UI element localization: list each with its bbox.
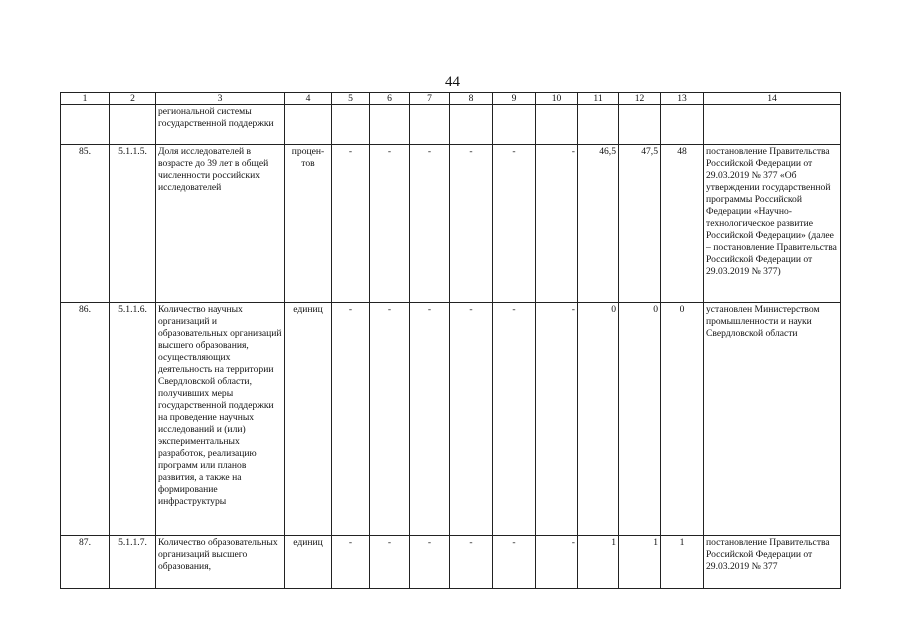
header-cell: 1 bbox=[61, 93, 110, 105]
value-col-10: - bbox=[536, 303, 578, 536]
value-col-5: - bbox=[332, 303, 370, 536]
value-col-9: - bbox=[493, 536, 536, 589]
table-cell bbox=[493, 105, 536, 145]
value-col-5: - bbox=[332, 145, 370, 303]
table-row bbox=[61, 303, 841, 536]
table-cell bbox=[578, 105, 619, 145]
header-row bbox=[61, 93, 841, 105]
table-cell bbox=[370, 105, 410, 145]
header-cell: 4 bbox=[285, 93, 332, 105]
value-col-8: - bbox=[450, 536, 493, 589]
value-col-9: - bbox=[493, 303, 536, 536]
indicator-name: Количество научных организаций и образовательных организаций высшего образования, осуществляющих деятельность на территории Свердловской области, получивших меры государственной поддержки на проведение научных исследований и (или) экспериментальных разработок, реализацию программ или планов развития, а также на формирование инфраструктуры bbox=[156, 303, 285, 536]
value-col-10: - bbox=[536, 145, 578, 303]
row-number: 87. bbox=[61, 536, 110, 589]
header-cell: 7 bbox=[410, 93, 450, 105]
value-col-12: 0 bbox=[619, 303, 661, 536]
header-cell: 9 bbox=[493, 93, 536, 105]
header-cell: 6 bbox=[370, 93, 410, 105]
value-col-13: 0 bbox=[661, 303, 704, 536]
page-number: 44 bbox=[445, 74, 460, 90]
table-cell bbox=[704, 105, 841, 145]
value-col-11: 1 bbox=[578, 536, 619, 589]
indicator-code: 5.1.1.5. bbox=[110, 145, 156, 303]
unit: единиц bbox=[285, 536, 332, 589]
table-cell bbox=[61, 105, 110, 145]
value-col-11: 46,5 bbox=[578, 145, 619, 303]
value-col-12: 47,5 bbox=[619, 145, 661, 303]
header-cell: 11 bbox=[578, 93, 619, 105]
header-cell: 13 bbox=[661, 93, 704, 105]
value-col-7: - bbox=[410, 536, 450, 589]
value-col-9: - bbox=[493, 145, 536, 303]
indicator-name: Доля исследователей в возрасте до 39 лет в общей численности российских исследователей bbox=[156, 145, 285, 303]
unit: процен-тов bbox=[285, 145, 332, 303]
table-cell bbox=[661, 105, 704, 145]
value-col-6: - bbox=[370, 536, 410, 589]
value-col-12: 1 bbox=[619, 536, 661, 589]
table-cell bbox=[619, 105, 661, 145]
header-cell: 10 bbox=[536, 93, 578, 105]
row-number: 85. bbox=[61, 145, 110, 303]
header-cell: 5 bbox=[332, 93, 370, 105]
value-col-8: - bbox=[450, 303, 493, 536]
indicators-table bbox=[60, 92, 841, 589]
value-col-10: - bbox=[536, 536, 578, 589]
indicator-code: 5.1.1.6. bbox=[110, 303, 156, 536]
table-row bbox=[61, 536, 841, 589]
table-cell bbox=[536, 105, 578, 145]
value-col-7: - bbox=[410, 303, 450, 536]
source: постановление Правительства Российской Федерации от 29.03.2019 № 377 bbox=[704, 536, 841, 589]
indicator-name: Количество образовательных организаций высшего образования, bbox=[156, 536, 285, 589]
source: установлен Министерством промышленности и науки Свердловской области bbox=[704, 303, 841, 536]
value-col-5: - bbox=[332, 536, 370, 589]
table-cell bbox=[110, 105, 156, 145]
indicator-name: региональной системы государственной поддержки bbox=[156, 105, 285, 145]
value-col-7: - bbox=[410, 145, 450, 303]
value-col-8: - bbox=[450, 145, 493, 303]
header-cell: 3 bbox=[156, 93, 285, 105]
row-number: 86. bbox=[61, 303, 110, 536]
table-row bbox=[61, 145, 841, 303]
indicator-code: 5.1.1.7. bbox=[110, 536, 156, 589]
value-col-6: - bbox=[370, 145, 410, 303]
table-cell bbox=[285, 105, 332, 145]
value-col-13: 1 bbox=[661, 536, 704, 589]
value-col-6: - bbox=[370, 303, 410, 536]
header-cell: 8 bbox=[450, 93, 493, 105]
table-cell bbox=[410, 105, 450, 145]
unit: единиц bbox=[285, 303, 332, 536]
source: постановление Правительства Российской Федерации от 29.03.2019 № 377 «Об утверждении государственной программы Российской Федерации «Научно-технологическое развитие Российской Федерации» (далее – постановление Правительства Российской Федерации от 29.03.2019 № 377) bbox=[704, 145, 841, 303]
value-col-11: 0 bbox=[578, 303, 619, 536]
table-cell bbox=[332, 105, 370, 145]
header-cell: 12 bbox=[619, 93, 661, 105]
table-cell bbox=[450, 105, 493, 145]
value-col-13: 48 bbox=[661, 145, 704, 303]
header-cell: 2 bbox=[110, 93, 156, 105]
header-cell: 14 bbox=[704, 93, 841, 105]
table-row-continuation bbox=[61, 105, 841, 145]
